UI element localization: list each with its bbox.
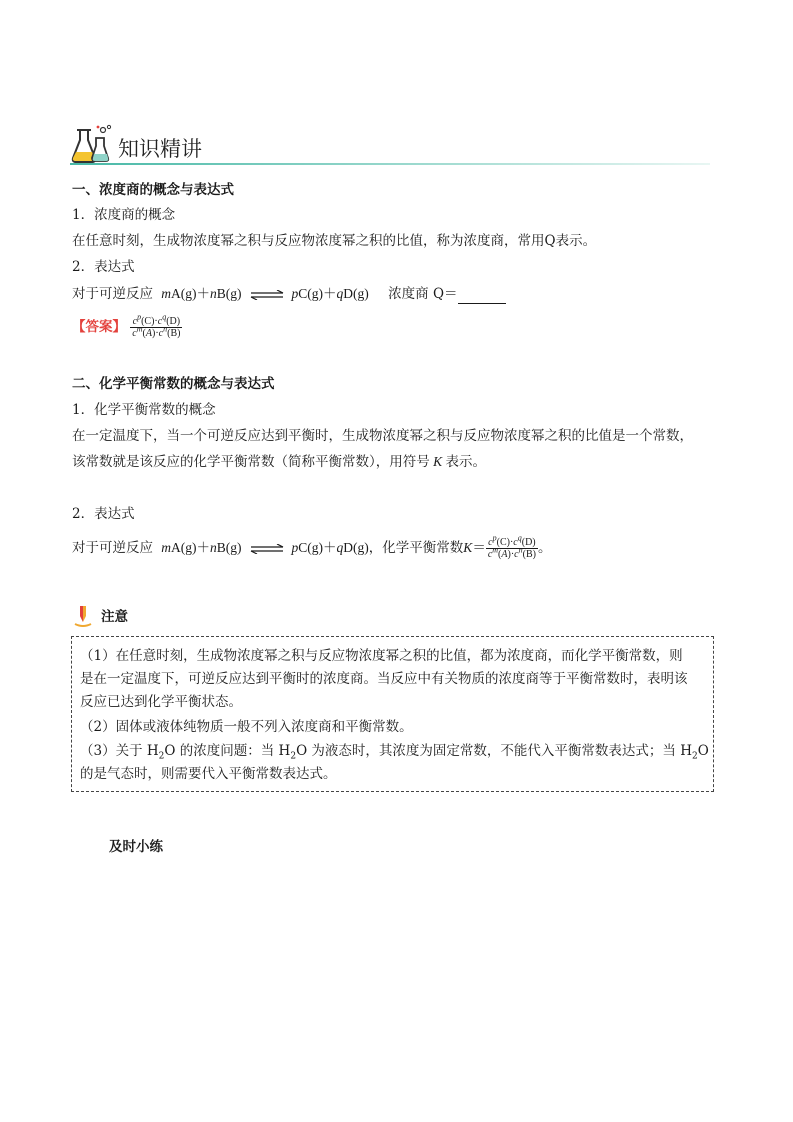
note-icon [72, 604, 94, 628]
note-p1-line1: （1）在任意时刻，生成物浓度幂之积与反应物浓度幂之积的比值，都为浓度商，而化学平衡常数，则 [80, 648, 683, 664]
note-p1-line3: 反应已达到化学平衡状态。 [80, 694, 242, 710]
practice-title: 及时小练 [109, 839, 163, 855]
section1-item2-label: 2．表达式 [72, 259, 135, 275]
answer-line [72, 314, 182, 340]
note-p2: （2）固体或液体纯物质一般不列入浓度商和平衡常数。 [80, 719, 413, 735]
section1-heading: 一、浓度商的概念与表达式 [72, 182, 234, 198]
reaction-equation: mA(g)＋nB(g) pC(g)＋qD(g) [161, 286, 373, 301]
section2-item2-label: 2．表达式 [72, 506, 135, 522]
reaction-prefix: 对于可逆反应 [72, 540, 153, 556]
section2-reaction-line: 对于可逆反应 mA(g)＋nB(g) pC(g)＋qD(g)，化学平衡常数K＝ $\frac{c^p(C)\cdot c^q(D)}{c^m(A)\cdot c^n(B)}$ 。 [72, 533, 552, 560]
note-p3-line1: （3）关于 $H_2O$ 的浓度问题：当 $H_2O$ 为液态时，其浓度为固定常数，不能代入平衡常数表达式；当 $H_2O$ [80, 743, 709, 762]
answer-tag: 【答案】 [72, 319, 126, 335]
section2-heading: 二、化学平衡常数的概念与表达式 [72, 376, 275, 392]
note-p1-line2: 是在一定温度下，可逆反应达到平衡时的浓度商。当反应中有关物质的浓度商等于平衡常数时，表明该 [80, 671, 688, 687]
answer-blank [458, 289, 506, 304]
section2-item1-label: 1．化学平衡常数的概念 [72, 402, 216, 418]
section2-definition-line2: 该常数就是该反应的化学平衡常数（简称平衡常数），用符号 K 表示。 [72, 454, 487, 470]
note-p3-line2: 的是气态时，则需要代入平衡常数表达式。 [80, 766, 337, 782]
constant-label: ，化学平衡常数 [368, 540, 464, 556]
section2-definition-line1: 在一定温度下，当一个可逆反应达到平衡时，生成物浓度幂之积与反应物浓度幂之积的比值是一个常数， [72, 428, 693, 444]
answer-fraction: $\frac{c^p(C)\cdot c^q(D)}{c^m(A)\cdot c^n(B)}$ [132, 312, 181, 339]
section1-reaction-line [72, 284, 506, 304]
section1-definition: 在任意时刻，生成物浓度幂之积与反应物浓度幂之积的比值，称为浓度商，常用Q表示。 [72, 233, 597, 249]
page-title: 知识精讲 [118, 137, 202, 161]
constant-fraction: $\frac{c^p(C)\cdot c^q(D)}{c^m(A)\cdot c^n(B)}$ [487, 533, 536, 560]
reaction-equation: mA(g)＋nB(g) pC(g)＋qD(g) [161, 540, 369, 555]
quotient-label: 浓度商 Q＝ [388, 286, 458, 302]
equilibrium-arrow-icon [250, 544, 284, 554]
section1-item1-label: 1．浓度商的概念 [72, 207, 176, 223]
header-underline [70, 163, 710, 165]
reaction-prefix: 对于可逆反应 [72, 286, 153, 302]
equilibrium-arrow-icon [250, 290, 284, 300]
header-icon [70, 124, 114, 164]
note-title: 注意 [101, 609, 128, 625]
